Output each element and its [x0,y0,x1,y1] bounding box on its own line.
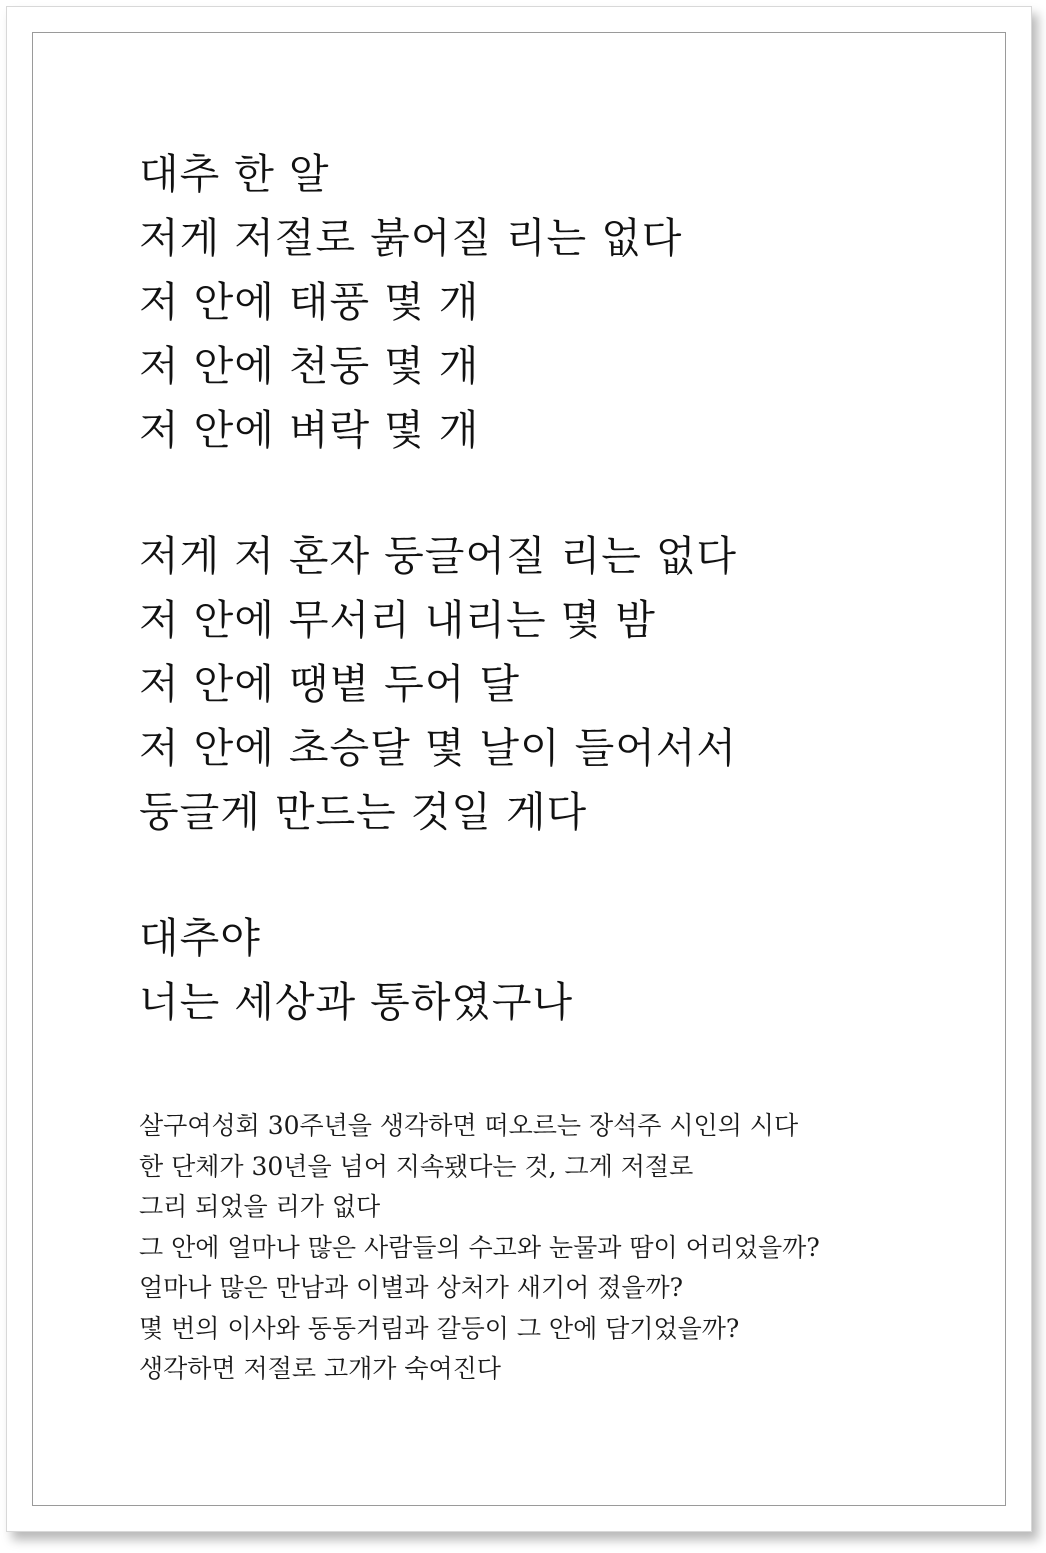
stanza-gap [139,844,737,906]
poem-line: 저게 저 혼자 둥글어질 리는 없다 [139,532,738,580]
note-line: 생각하면 저절로 고개가 숙여진다 [139,1354,501,1383]
poem [139,142,737,1034]
note-line: 얼마나 많은 만남과 이별과 상처가 새기어 졌을까? [139,1273,684,1302]
poem-stanza-3 [139,906,737,1034]
poem-line: 대추 한 알 [139,150,330,198]
note-line: 한 단체가 30년을 넘어 지속됐다는 것, 그게 저절로 [139,1151,694,1181]
stanza-gap [139,462,737,524]
poem-line: 저 안에 무서리 내리는 몇 밤 [139,596,656,644]
poem-line: 저 안에 땡볕 두어 달 [139,660,520,708]
poem-line: 대추야 [139,914,261,962]
poem-line: 둥글게 만드는 것일 게다 [139,788,588,836]
note-line: 살구여성회 30주년을 생각하면 떠오르는 장석주 시인의 시다 [139,1111,799,1140]
note-line: 그 안에 얼마나 많은 사람들의 수고와 눈물과 땀이 어리었을까? [139,1232,820,1262]
poem-line: 저 안에 초승달 몇 날이 들어서서 [139,724,738,772]
poem-line: 저 안에 태풍 몇 개 [139,278,480,326]
poem-stanza-1 [139,142,737,462]
poem-line: 저게 저절로 붉어질 리는 없다 [139,214,683,262]
poem-line: 저 안에 벼락 몇 개 [139,406,480,454]
poem-stanza-2 [139,524,737,844]
note-line: 그리 되었을 리가 없다 [139,1192,381,1221]
poem-line: 저 안에 천둥 몇 개 [139,342,480,390]
poem-line: 너는 세상과 통하였구나 [139,978,574,1026]
commentary-note [139,1106,820,1390]
note-line: 몇 번의 이사와 동동거림과 갈등이 그 안에 담기었을까? [139,1313,740,1343]
